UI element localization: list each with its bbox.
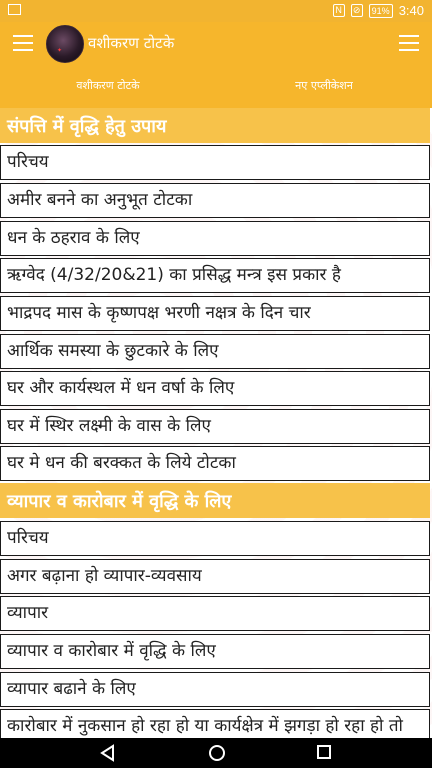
list-item[interactable]: व्यापार बढाने के लिए (0, 672, 430, 707)
section-header: संपत्ति में वृद्धि हेतु उपाय (0, 108, 430, 143)
list-item[interactable]: व्यापार (0, 596, 430, 631)
app-logo-avatar (46, 25, 84, 63)
status-time: 3:40 (398, 3, 424, 18)
list-item[interactable]: आर्थिक समस्या के छुटकारे के लिए (0, 334, 430, 369)
no-sim-icon: ⊘ (351, 4, 363, 17)
app-bar (0, 22, 432, 66)
list-item[interactable]: परिचय (0, 521, 430, 556)
list-item[interactable]: कारोबार में नुकसान हो रहा हो या कार्यक्षेत्र में झगड़ा हो रहा हो तो (0, 709, 430, 738)
list-item[interactable]: धन के ठहराव के लिए (0, 221, 430, 256)
list-item[interactable]: परिचय (0, 145, 430, 180)
list-item[interactable]: अमीर बनने का अनुभूत टोटका (0, 183, 430, 218)
recents-button[interactable] (294, 738, 354, 768)
menu-icon[interactable] (13, 35, 33, 51)
home-icon (208, 744, 226, 762)
content-list[interactable] (0, 108, 432, 738)
list-item[interactable]: घर में स्थिर लक्ष्मी के वास के लिए (0, 409, 430, 444)
status-bar (0, 0, 432, 22)
overflow-menu-icon[interactable] (399, 35, 419, 51)
notification-icon (8, 4, 21, 15)
tab-vashikaran-totke[interactable]: वशीकरण टोटके (76, 79, 140, 92)
tab-new-applications[interactable]: नए एप्लीकेशन (295, 79, 353, 92)
tab-bar (0, 66, 432, 108)
nfc-icon: N (333, 4, 345, 17)
list-item[interactable]: ऋग्वेद (4/32/20&21) का प्रसिद्ध मन्त्र इस प्रकार है (0, 258, 430, 293)
list-item[interactable]: भाद्रपद मास के कृष्णपक्ष भरणी नक्षत्र के दिन चार (0, 296, 430, 331)
home-button[interactable] (186, 738, 246, 768)
section-header: व्यापार व कारोबार में वृद्धि के लिए (0, 483, 430, 518)
avatar-art: ✦ (57, 47, 63, 54)
list-item[interactable]: अगर बढ़ाना हो व्यापार-व्यवसाय (0, 559, 430, 594)
system-nav-bar (0, 738, 432, 768)
status-icons (333, 3, 424, 18)
battery-icon: 91% (369, 4, 393, 18)
back-button[interactable] (78, 738, 138, 768)
recents-icon (316, 744, 332, 760)
list-item[interactable]: व्यापार व कारोबार में वृद्धि के लिए (0, 634, 430, 669)
list-item[interactable]: घर मे धन की बरक्कत के लिये टोटका (0, 446, 430, 481)
back-icon (100, 744, 116, 762)
app-title: वशीकरण टोटके (88, 34, 175, 52)
list-item[interactable]: घर और कार्यस्थल में धन वर्षा के लिए (0, 371, 430, 406)
